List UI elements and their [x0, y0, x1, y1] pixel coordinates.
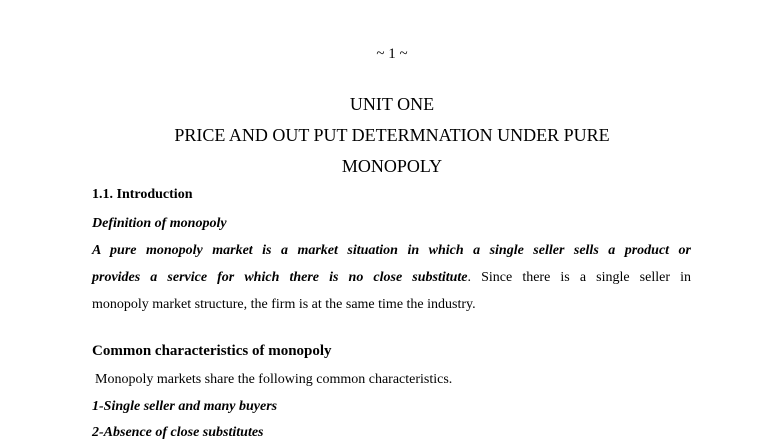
page-number: ~ 1 ~ [376, 46, 408, 62]
definition-paragraph-line-2 [92, 269, 691, 287]
characteristics-heading: Common characteristics of monopoly [92, 343, 332, 359]
definition-plain-text: . Since there is a single seller in [467, 270, 691, 285]
definition-paragraph-line-1: A pure monopoly market is a market situation in which a single seller sells a product or [92, 243, 691, 258]
unit-subtitle-line-1: PRICE AND OUT PUT DETERMNATION UNDER PURE [174, 125, 610, 145]
unit-title: UNIT ONE [349, 94, 435, 114]
characteristic-item-1: 1-Single seller and many buyers [92, 399, 278, 414]
section-heading: 1.1. Introduction [92, 187, 193, 202]
characteristic-item-2: 2-Absence of close substitutes [92, 425, 264, 440]
characteristics-intro: Monopoly markets share the following common characteristics. [95, 372, 453, 387]
definition-italic-text: provides a service for which there is no close substitute [92, 270, 468, 285]
unit-subtitle-line-2: MONOPOLY [341, 156, 443, 176]
definition-heading: Definition of monopoly [92, 216, 227, 231]
definition-paragraph-line-3: monopoly market structure, the firm is at the same time the industry. [92, 297, 476, 312]
